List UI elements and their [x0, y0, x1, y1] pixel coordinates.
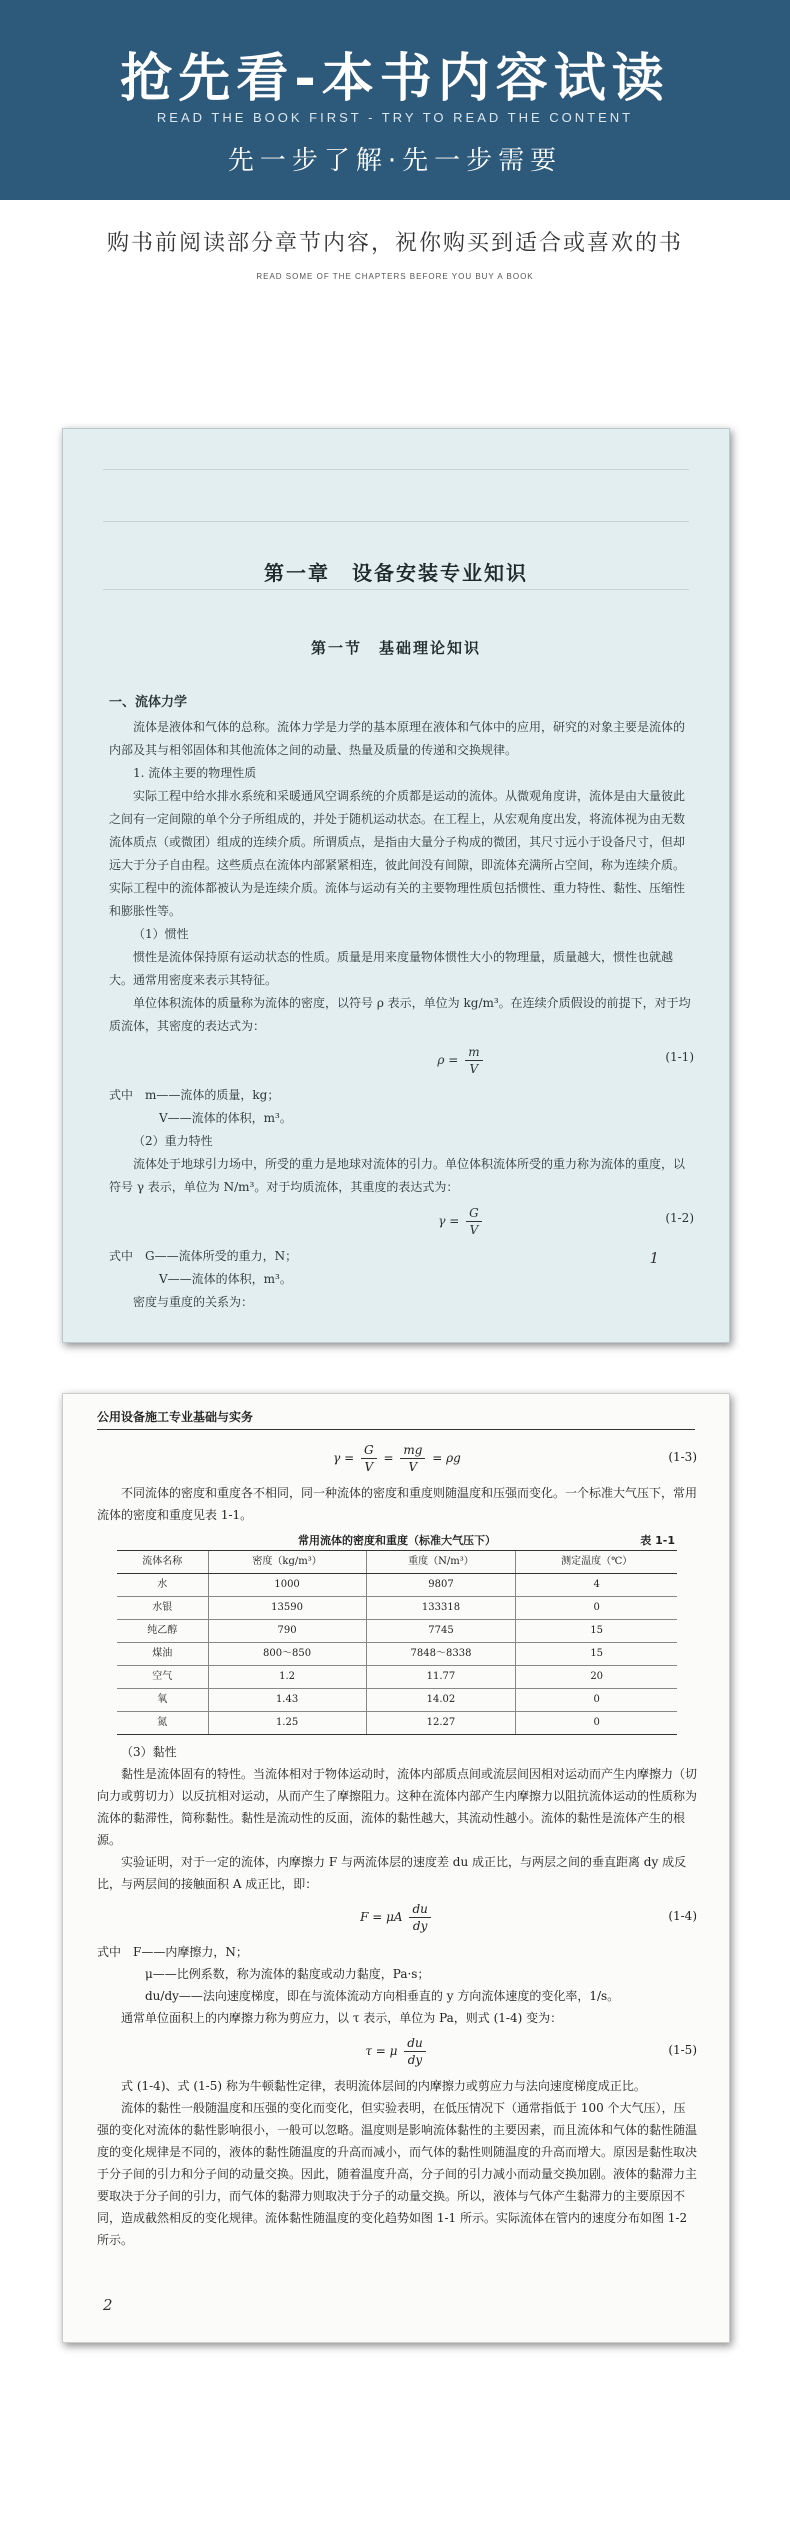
table-cell: 20 — [516, 1666, 677, 1689]
denominator: dy — [412, 1919, 428, 1933]
numerator: du — [409, 1901, 430, 1918]
page-number: 2 — [103, 2296, 113, 2314]
page-number: 1 — [649, 1249, 659, 1267]
table-cell: 11.77 — [366, 1666, 516, 1689]
table-cell: 9807 — [366, 1574, 516, 1597]
formula-number: (1-1) — [665, 1050, 694, 1064]
fraction — [465, 1044, 482, 1077]
page-2-body — [97, 1436, 697, 2251]
formula-1-5 — [97, 2029, 697, 2075]
fraction — [404, 2035, 425, 2068]
table-cell: 空气 — [117, 1666, 208, 1689]
table-row — [117, 1620, 677, 1643]
numerator: mg — [400, 1442, 425, 1459]
fraction — [466, 1205, 482, 1238]
table-cell: 水 — [117, 1574, 208, 1597]
book-page-1 — [62, 428, 730, 1343]
where-clause: du/dy——法向速度梯度，即在与流体流动方向相垂直的 y 方向流体速度的变化率，1/s。 — [145, 1989, 620, 2003]
table-cell: 0 — [516, 1597, 677, 1620]
where-clause: 式中 G——流体所受的重力，N； — [109, 1249, 298, 1263]
table-cell: 氧 — [117, 1689, 208, 1712]
banner-subtitle: 先一步了解·先一步需要 — [227, 146, 563, 176]
chapter-title: 第一章 设备安装专业知识 — [264, 561, 528, 585]
column-header: 密度（kg/m³） — [208, 1551, 366, 1574]
formula-part: γ = — [333, 1451, 355, 1465]
formula-part: = ρg — [432, 1451, 461, 1465]
table-cell: 1.25 — [208, 1712, 366, 1735]
paragraph: 流体处于地球引力场中，所受的重力是地球对流体的引力。单位体积流体所受的重力称为流体的重度，以符号 γ 表示，单位为 N/m³。对于均质流体，其重度的表达式为： — [109, 1157, 686, 1194]
heading-fluid-mechanics: 一、流体力学 — [109, 695, 188, 710]
paragraph: 式 (1-4)、式 (1-5) 称为牛顿黏性定律，表明流体层间的内摩擦力或剪应力与法向速度梯度成正比。 — [121, 2079, 646, 2093]
paragraph: 黏性是流体固有的特性。当流体相对于物体运动时，流体内部质点间或流层间因相对运动而产生内摩擦力（切向力或剪切力）以反抗相对运动，从而产生了摩擦阻力。这种在流体内部产生内摩擦力以阻抗流体运动的性质称为流体的黏滞性，简称黏性。黏性是流动性的反面，流体的黏性越大，其流动性越小。流体的黏性是流体产生的根源。 — [97, 1767, 698, 1847]
table-cell: 7848～8338 — [366, 1643, 516, 1666]
fraction — [361, 1442, 377, 1475]
formula-number: (1-2) — [665, 1211, 694, 1225]
numerator: m — [465, 1044, 482, 1061]
formula-part: = — [383, 1451, 394, 1465]
denominator: dy — [407, 2053, 423, 2067]
table-cell: 1.2 — [208, 1666, 366, 1689]
table-cell: 7745 — [366, 1620, 516, 1643]
item-heading: （3）黏性 — [121, 1745, 177, 1759]
table-cell: 纯乙醇 — [117, 1620, 208, 1643]
table-cell: 1000 — [208, 1574, 366, 1597]
fraction — [400, 1442, 425, 1475]
numerator: G — [361, 1442, 377, 1459]
book-page-2 — [62, 1393, 730, 2343]
running-header: 公用设备施工专业基础与实务 — [97, 1406, 695, 1430]
table-cell: 15 — [516, 1620, 677, 1643]
table-cell: 800～850 — [208, 1643, 366, 1666]
table-row — [117, 1689, 677, 1712]
numerator: du — [404, 2035, 425, 2052]
formula-1-1 — [109, 1038, 694, 1084]
denominator: V — [408, 1460, 418, 1474]
paragraph: 实际工程中给水排水系统和采暖通风空调系统的介质都是运动的流体。从微观角度讲，流体是由大量彼此之间有一定间隙的单个分子所组成的，并处于随机运动状态。在工程上，从宏观角度出发，将流体视为由无数流体质点（或微团）组成的连续介质。所谓质点，是指由大量分子构成的微团，其尺寸远小于设备尺寸，但却远大于分子自由程。这些质点在流体内部紧紧相连，彼此间没有间隙，即流体充满所占空间，称为连续介质。实际工程中的流体都被认为是连续介质。流体与运动有关的主要物理性质包括惯性、重力特性、黏性、压缩性和膨胀性等。 — [109, 789, 686, 918]
table-row — [117, 1712, 677, 1735]
table-cell: 0 — [516, 1712, 677, 1735]
formula-lhs: γ = — [438, 1214, 460, 1228]
density-table — [117, 1550, 677, 1735]
table-row — [117, 1643, 677, 1666]
where-clause: 式中 F——内摩擦力，N； — [97, 1945, 248, 1959]
paragraph: 惯性是流体保持原有运动状态的性质。质量是用来度量物体惯性大小的物理量，质量越大，惯性也就越大。通常用密度来表示其特征。 — [109, 950, 674, 987]
column-header: 流体名称 — [117, 1551, 208, 1574]
table-row — [117, 1597, 677, 1620]
banner-title: 抢先看-本书内容试读 — [120, 49, 670, 109]
table-cell: 煤油 — [117, 1643, 208, 1666]
promo-banner — [0, 0, 790, 200]
paragraph: 流体的黏性一般随温度和压强的变化而变化，但实验表明，在低压情况下（通常指低于 100 个大气压），压强的变化对流体的黏性影响很小，一般可以忽略。温度则是影响流体黏性的主要因素，而且流体和气体的黏性随温度的变化规律是不同的，液体的黏性随温度的升高而减小，而气体的黏性则随温度的升高而增大。原因是黏性取决于分子间的引力和分子间的动量交换。因此，随着温度升高，分子间的引力减小而动量交换加剧。液体的黏滞力主要取决于分子间的引力，而气体的黏滞力则取决于分子的动量交换。所以，液体与气体产生黏滞力的主要原因不同，造成截然相反的变化规律。流体黏性随温度的变化趋势如图 1-1 所示。实际流体在管内的速度分布如图 1-2 所示。 — [97, 2101, 698, 2247]
table-cell: 水银 — [117, 1597, 208, 1620]
item-heading: （1）惯性 — [133, 927, 189, 941]
formula-1-2 — [109, 1199, 694, 1245]
table-cell: 790 — [208, 1620, 366, 1643]
table-caption — [97, 1530, 697, 1550]
banner-subtitle-en: READ THE BOOK FIRST - TRY TO READ THE CONTENT — [156, 110, 634, 125]
numerator: G — [466, 1205, 482, 1222]
table-row — [117, 1666, 677, 1689]
table-cell: 1.43 — [208, 1689, 366, 1712]
denominator: V — [364, 1460, 374, 1474]
table-cell: 氮 — [117, 1712, 208, 1735]
table-cell: 13590 — [208, 1597, 366, 1620]
paragraph: 不同流体的密度和重度各不相同，同一种流体的密度和重度则随温度和压强而变化。一个标准大气压下，常用流体的密度和重度见表 1-1。 — [97, 1486, 698, 1522]
where-clause: V——流体的体积，m³。 — [159, 1111, 292, 1125]
column-header: 重度（N/m³） — [366, 1551, 516, 1574]
paragraph: 实验证明，对于一定的流体，内摩擦力 F 与两流体层的速度差 du 成正比，与两层之间的垂直距离 dy 成反比，与两层间的接触面积 A 成正比，即： — [97, 1855, 687, 1891]
table-cell: 0 — [516, 1689, 677, 1712]
table-number: 表 1-1 — [640, 1534, 675, 1547]
where-clause: 式中 m——流体的质量，kg； — [109, 1088, 280, 1102]
table-header-row — [117, 1551, 677, 1574]
page-1-body — [109, 691, 694, 1314]
bleed-through-line — [103, 469, 689, 470]
bleed-through-line — [103, 589, 689, 590]
paragraph: 单位体积流体的质量称为流体的密度，以符号 ρ 表示，单位为 kg/m³。在连续介质假设的前提下，对于均质流体，其密度的表达式为： — [109, 996, 691, 1033]
fraction — [409, 1901, 430, 1934]
paragraph: 密度与重度的关系为： — [133, 1295, 254, 1309]
subheading: 1. 流体主要的物理性质 — [133, 766, 257, 780]
denominator: V — [469, 1223, 479, 1237]
table-cell: 15 — [516, 1643, 677, 1666]
table-cell: 133318 — [366, 1597, 516, 1620]
formula-lhs: F = μA — [360, 1910, 403, 1924]
where-clause: V——流体的体积，m³。 — [159, 1272, 292, 1286]
denominator: V — [469, 1062, 479, 1076]
table-cell: 12.27 — [366, 1712, 516, 1735]
column-header: 测定温度（℃） — [516, 1551, 677, 1574]
formula-lhs: τ = μ — [365, 2044, 398, 2058]
paragraph: 通常单位面积上的内摩擦力称为剪应力，以 τ 表示，单位为 Pa，则式 (1-4) 变为： — [121, 2011, 563, 2025]
formula-lhs: ρ = — [437, 1053, 459, 1067]
paragraph: 流体是液体和气体的总称。流体力学是力学的基本原理在液体和气体中的应用，研究的对象主要是流体的内部及其与相邻固体和其他流体之间的动量、热量及质量的传递和交换规律。 — [109, 720, 686, 757]
formula-1-4 — [97, 1895, 697, 1941]
where-clause: μ——比例系数，称为流体的黏度或动力黏度，Pa·s； — [145, 1967, 430, 1981]
table-title: 常用流体的密度和重度（标准大气压下） — [298, 1534, 496, 1547]
formula-number: (1-3) — [668, 1450, 697, 1464]
section-title: 第一节 基础理论知识 — [310, 639, 481, 657]
formula-number: (1-4) — [668, 1909, 697, 1923]
formula-1-3 — [97, 1436, 697, 1482]
table-cell: 4 — [516, 1574, 677, 1597]
bleed-through-line — [103, 521, 689, 522]
intro-text-en: READ SOME OF THE CHAPTERS BEFORE YOU BUY A BOOK — [256, 272, 534, 281]
table-cell: 14.02 — [366, 1689, 516, 1712]
item-heading: （2）重力特性 — [133, 1134, 213, 1148]
formula-number: (1-5) — [668, 2043, 697, 2057]
table-row — [117, 1574, 677, 1597]
intro-text: 购书前阅读部分章节内容，祝你购买到适合或喜欢的书 — [106, 231, 683, 256]
